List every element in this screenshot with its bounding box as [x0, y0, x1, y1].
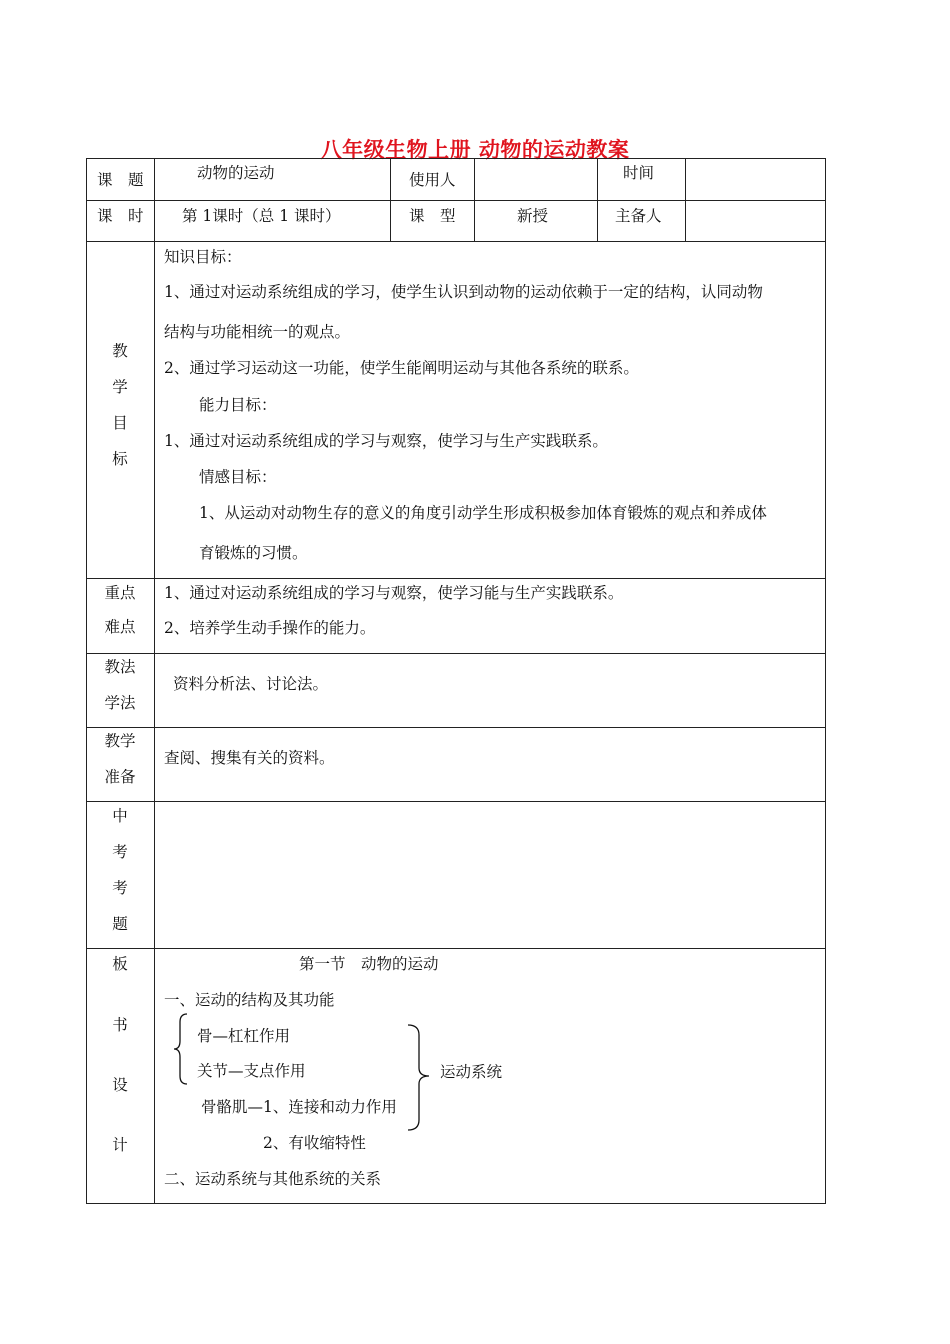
key-point-2: 2、培养学生动手操作的能力。 — [164, 619, 376, 637]
row-divider — [87, 200, 825, 201]
document-title: 八年级生物上册 动物的运动教案 — [320, 138, 630, 162]
column-divider — [597, 159, 598, 241]
emotion-objective-1-cont: 育锻炼的习惯。 — [199, 544, 308, 562]
period-label: 课 时 — [97, 207, 144, 225]
ability-objective-1: 1、通过对运动系统组成的学习与观察，使学习与生产实践联系。 — [164, 432, 608, 450]
topic-value: 动物的运动 — [197, 164, 275, 182]
preparation-content: 查阅、搜集有关的资料。 — [164, 749, 335, 767]
preparer-label: 主备人 — [615, 207, 662, 225]
knowledge-objective-1-cont: 结构与功能相统一的观点。 — [164, 323, 351, 341]
board-section-1: 一、运动的结构及其功能 — [164, 991, 335, 1009]
type-label: 课 型 — [409, 207, 456, 225]
exam-label: 中 考 考 题 — [112, 807, 128, 933]
knowledge-heading: 知识目标： — [164, 248, 242, 266]
objectives-label: 教 学 目 标 — [112, 342, 128, 468]
emotion-objective-1: 1、从运动对动物生存的意义的角度引动学生形成积极参加体育锻炼的观点和养成体 — [199, 504, 767, 522]
knowledge-objective-1: 1、通过对运动系统组成的学习，使学生认识到动物的运动依赖于一定的结构，认同动物 — [164, 283, 763, 301]
row-divider — [87, 653, 825, 654]
knowledge-objective-2: 2、通过学习运动这一功能，使学生能阐明运动与其他各系统的联系。 — [164, 359, 639, 377]
board-system: 运动系统 — [440, 1063, 503, 1081]
emotion-heading: 情感目标： — [199, 468, 277, 486]
left-brace-icon — [173, 1013, 189, 1085]
row-divider — [87, 727, 825, 728]
key-points-label: 重点 难点 — [104, 584, 136, 636]
board-bone: 骨—杠杠作用 — [197, 1027, 291, 1045]
time-label: 时间 — [623, 164, 655, 182]
board-joint: 关节—支点作用 — [197, 1062, 306, 1080]
right-brace-icon — [407, 1024, 431, 1132]
board-muscle-2: 2、有收缩特性 — [263, 1134, 366, 1152]
ability-heading: 能力目标： — [199, 396, 277, 414]
row-divider — [87, 948, 825, 949]
key-point-1: 1、通过对运动系统组成的学习与观察，使学习能与生产实践联系。 — [164, 584, 624, 602]
methods-label: 教法 学法 — [104, 658, 136, 712]
row-divider — [87, 801, 825, 802]
preparation-label: 教学 准备 — [104, 732, 136, 786]
board-section-2: 二、运动系统与其他系统的关系 — [164, 1170, 382, 1188]
row-divider — [87, 241, 825, 242]
period-value: 第 1课时（总 1 课时） — [182, 207, 341, 225]
column-divider — [685, 159, 686, 241]
lesson-plan-table — [86, 158, 826, 1204]
topic-label: 课 题 — [97, 171, 144, 189]
methods-content: 资料分析法、讨论法。 — [173, 675, 329, 693]
column-divider — [154, 159, 155, 1203]
board-heading: 第一节 动物的运动 — [299, 955, 439, 973]
user-label: 使用人 — [409, 171, 456, 189]
type-value: 新授 — [517, 207, 549, 225]
board-label: 板 书 设 计 — [112, 955, 128, 1154]
board-muscle-1: 骨骼肌—1、连接和动力作用 — [201, 1098, 397, 1116]
row-divider — [87, 578, 825, 579]
column-divider — [474, 159, 475, 241]
column-divider — [390, 159, 391, 241]
